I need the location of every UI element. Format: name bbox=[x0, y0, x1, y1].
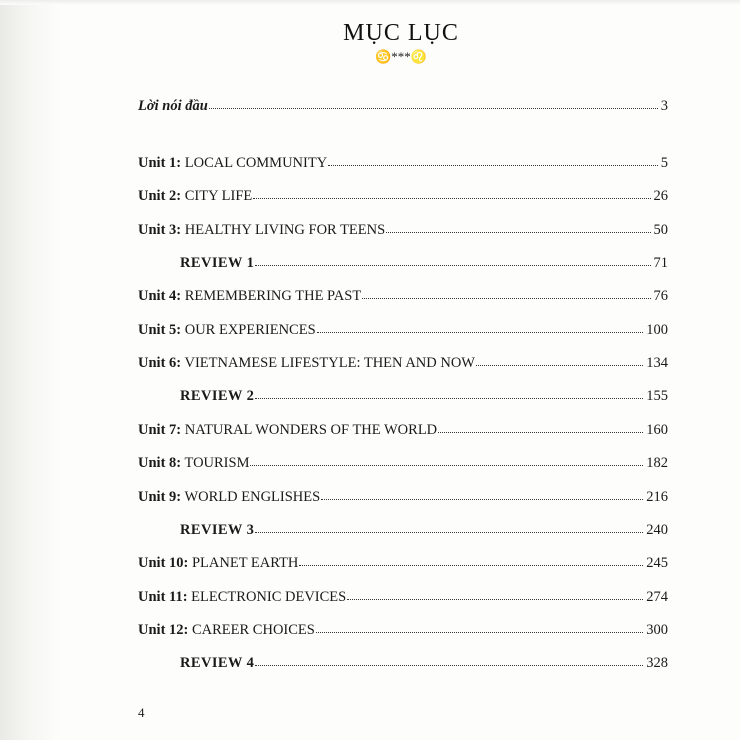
toc-entry[interactable] bbox=[138, 489, 668, 505]
toc-entry-label bbox=[138, 423, 437, 439]
toc-entry[interactable] bbox=[138, 556, 668, 572]
toc-entry-unit-number: Unit 8: bbox=[138, 455, 182, 472]
toc-entry[interactable] bbox=[138, 389, 668, 405]
toc-leader-dots bbox=[328, 154, 658, 165]
toc-entry[interactable] bbox=[138, 623, 668, 639]
toc-entry-unit-number: Unit 12: bbox=[138, 622, 189, 639]
toc-entry[interactable] bbox=[138, 289, 668, 305]
toc-entry-label: REVIEW 2 bbox=[180, 388, 255, 405]
page-number-folio: 4 bbox=[138, 705, 145, 720]
ornament-divider: ♋***♌ bbox=[375, 49, 427, 64]
toc-entry[interactable] bbox=[138, 422, 668, 438]
table-of-contents bbox=[62, 99, 740, 672]
toc-entry-page-number: 274 bbox=[646, 588, 668, 605]
toc-entry-page-number: 71 bbox=[653, 254, 668, 271]
toc-leader-dots bbox=[362, 288, 650, 299]
toc-entry-title: TOURISM bbox=[181, 455, 250, 472]
book-gutter-shading bbox=[0, 0, 62, 740]
toc-leader-dots bbox=[255, 255, 650, 266]
toc-entry-page-number: 134 bbox=[646, 355, 668, 372]
toc-entry[interactable] bbox=[138, 523, 668, 539]
toc-entry-unit-number: Unit 4: bbox=[138, 288, 182, 305]
toc-entry[interactable] bbox=[138, 99, 668, 115]
toc-entry-unit-number: Unit 6: bbox=[138, 355, 182, 372]
toc-entry-label bbox=[138, 490, 320, 506]
toc-entry-title: LOCAL COMMUNITY bbox=[181, 154, 328, 171]
toc-entry-unit-number: Unit 2: bbox=[138, 188, 182, 205]
toc-entry-title: HEALTHY LIVING FOR TEENS bbox=[181, 221, 386, 238]
toc-entry-label: REVIEW 1 bbox=[180, 254, 255, 271]
toc-leader-dots bbox=[321, 488, 643, 499]
toc-entry[interactable] bbox=[138, 456, 668, 472]
toc-leader-dots bbox=[250, 455, 643, 466]
toc-entry-unit-number: Unit 7: bbox=[138, 421, 182, 438]
toc-entry-unit-number: Unit 1: bbox=[138, 154, 182, 171]
toc-entry[interactable] bbox=[138, 256, 668, 272]
toc-entry-label bbox=[138, 189, 252, 205]
toc-entry[interactable] bbox=[138, 356, 668, 372]
toc-entry-page-number: 182 bbox=[646, 455, 668, 472]
toc-leader-dots bbox=[255, 388, 643, 399]
page-content bbox=[62, 0, 740, 740]
toc-entry-page-number: 100 bbox=[646, 321, 668, 338]
toc-entry[interactable] bbox=[138, 189, 668, 205]
toc-entry-title: CAREER CHOICES bbox=[188, 622, 315, 639]
toc-entry-page-number: 50 bbox=[653, 221, 668, 238]
toc-entry-title: CITY LIFE bbox=[181, 188, 253, 205]
toc-entry-title: NATURAL WONDERS OF THE WORLD bbox=[181, 421, 438, 438]
toc-entry-label: REVIEW 4 bbox=[180, 655, 255, 672]
toc-leader-dots bbox=[255, 522, 643, 533]
toc-leader-dots bbox=[438, 421, 643, 432]
toc-entry[interactable] bbox=[138, 222, 668, 238]
toc-entry-label: REVIEW 3 bbox=[180, 521, 255, 538]
toc-entry-unit-number: Unit 5: bbox=[138, 321, 182, 338]
toc-entry[interactable] bbox=[138, 656, 668, 672]
toc-entry-unit-number: Unit 3: bbox=[138, 221, 182, 238]
toc-entry-title: PLANET EARTH bbox=[188, 555, 299, 572]
toc-entry-page-number: 76 bbox=[653, 288, 668, 305]
toc-entry-label bbox=[138, 323, 316, 339]
toc-entry-unit-number: Unit 10: bbox=[138, 555, 189, 572]
toc-entry[interactable] bbox=[138, 322, 668, 338]
toc-entry-label bbox=[138, 356, 475, 372]
toc-entry-page-number: 26 bbox=[653, 188, 668, 205]
toc-entry-page-number: 328 bbox=[646, 655, 668, 672]
toc-entry[interactable] bbox=[138, 155, 668, 171]
toc-leader-dots bbox=[255, 655, 643, 666]
toc-entry-page-number: 3 bbox=[660, 98, 668, 115]
toc-entry-page-number: 240 bbox=[646, 521, 668, 538]
toc-entry-page-number: 160 bbox=[646, 421, 668, 438]
toc-entry-label bbox=[138, 556, 298, 572]
toc-entry-label bbox=[138, 590, 346, 606]
toc-leader-dots bbox=[299, 555, 643, 566]
toc-leader-dots bbox=[386, 221, 650, 232]
toc-leader-dots bbox=[253, 188, 650, 199]
toc-entry-page-number: 216 bbox=[646, 488, 668, 505]
toc-entry-label bbox=[138, 156, 327, 172]
toc-entry-page-number: 155 bbox=[646, 388, 668, 405]
toc-leader-dots bbox=[476, 355, 643, 366]
toc-entry-title: WORLD ENGLISHES bbox=[181, 488, 321, 505]
toc-entry-title: OUR EXPERIENCES bbox=[181, 321, 316, 338]
toc-entry-title: REMEMBERING THE PAST bbox=[181, 288, 362, 305]
toc-leader-dots bbox=[347, 588, 643, 599]
page-title: MỤC LỤC bbox=[343, 20, 459, 46]
toc-entry-title: VIETNAMESE LIFESTYLE: THEN AND NOW bbox=[181, 355, 475, 372]
toc-entry-label: Lời nói đầu bbox=[138, 98, 208, 115]
toc-entry-label bbox=[138, 623, 315, 639]
toc-leader-dots bbox=[316, 622, 643, 633]
toc-entry-label bbox=[138, 223, 385, 239]
toc-entry-page-number: 5 bbox=[660, 154, 668, 171]
toc-entry-title: ELECTRONIC DEVICES bbox=[187, 588, 347, 605]
toc-entry[interactable] bbox=[138, 589, 668, 605]
toc-entry-label bbox=[138, 456, 249, 472]
toc-entry-label bbox=[138, 289, 361, 305]
toc-entry-unit-number: Unit 9: bbox=[138, 488, 182, 505]
toc-entry-unit-number: Unit 11: bbox=[138, 588, 188, 605]
toc-leader-dots bbox=[317, 321, 644, 332]
toc-leader-dots bbox=[209, 98, 658, 109]
toc-entry-page-number: 245 bbox=[646, 555, 668, 572]
toc-entry-page-number: 300 bbox=[646, 622, 668, 639]
